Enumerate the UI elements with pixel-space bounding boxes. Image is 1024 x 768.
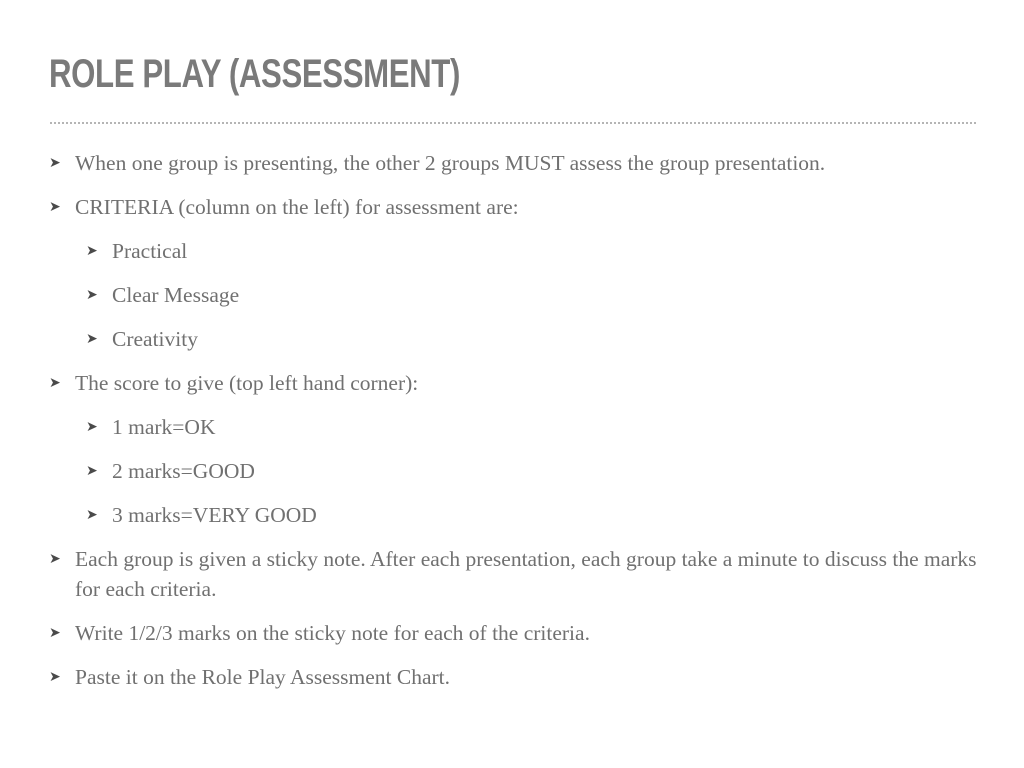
- arrowhead-right-icon: ➤: [49, 551, 61, 567]
- sub-bullet-item: [86, 280, 979, 310]
- arrowhead-right-icon: ➤: [49, 669, 61, 685]
- title-divider: [50, 122, 976, 124]
- arrowhead-right-icon: ➤: [49, 375, 61, 391]
- bullet-item: [49, 618, 979, 648]
- bullet-text: When one group is presenting, the other 2 groups MUST assess the group presentation.: [75, 151, 826, 175]
- arrowhead-right-icon: ➤: [49, 155, 61, 171]
- bullet-text: Each group is given a sticky note. After each presentation, each group take a minute to discuss the marks for each criteria.: [75, 547, 977, 601]
- sub-bullet-item: [86, 236, 979, 266]
- bullet-item: [49, 148, 979, 178]
- arrowhead-right-icon: ➤: [86, 507, 98, 523]
- slide-title: ROLE PLAY (ASSESSMENT): [49, 52, 460, 96]
- bullet-text: Practical: [112, 239, 188, 263]
- bullet-text: CRITERIA (column on the left) for assessment are:: [75, 195, 519, 219]
- bullet-text: 3 marks=VERY GOOD: [112, 503, 317, 527]
- arrowhead-right-icon: ➤: [49, 625, 61, 641]
- bullet-text: The score to give (top left hand corner):: [75, 371, 419, 395]
- bullet-item: [49, 368, 979, 398]
- sub-bullet-item: [86, 324, 979, 354]
- bullet-text: 1 mark=OK: [112, 415, 216, 439]
- bullet-text: Write 1/2/3 marks on the sticky note for each of the criteria.: [75, 621, 590, 645]
- bullet-list: [49, 148, 979, 706]
- arrowhead-right-icon: ➤: [86, 287, 98, 303]
- arrowhead-right-icon: ➤: [49, 199, 61, 215]
- bullet-text: 2 marks=GOOD: [112, 459, 255, 483]
- arrowhead-right-icon: ➤: [86, 463, 98, 479]
- bullet-item: [49, 662, 979, 692]
- sub-bullet-item: [86, 412, 979, 442]
- bullet-text: Creativity: [112, 327, 198, 351]
- sub-bullet-item: [86, 500, 979, 530]
- arrowhead-right-icon: ➤: [86, 243, 98, 259]
- arrowhead-right-icon: ➤: [86, 419, 98, 435]
- bullet-item: [49, 544, 979, 604]
- arrowhead-right-icon: ➤: [86, 331, 98, 347]
- bullet-item: [49, 192, 979, 222]
- sub-bullet-item: [86, 456, 979, 486]
- bullet-text: Paste it on the Role Play Assessment Chart.: [75, 665, 451, 689]
- bullet-text: Clear Message: [112, 283, 240, 307]
